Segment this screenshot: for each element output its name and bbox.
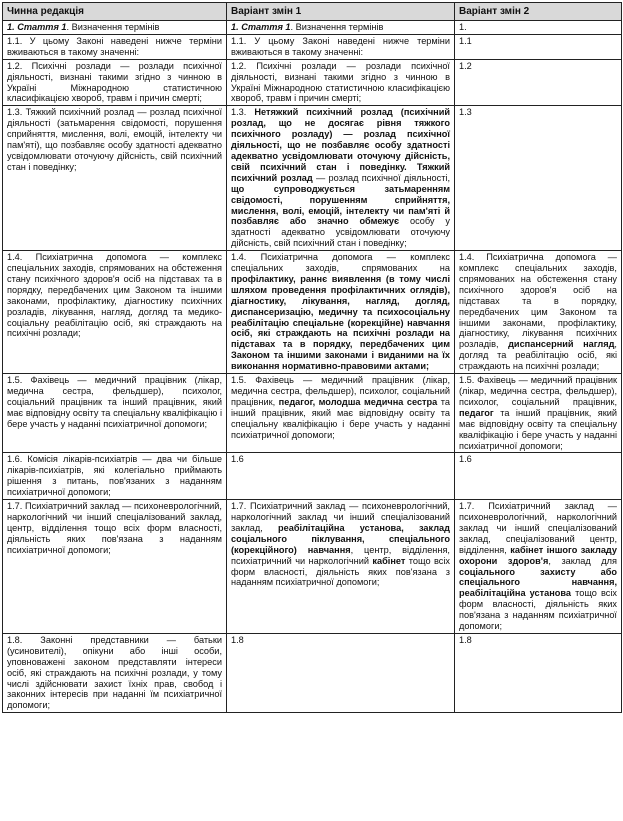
- cell-text: 1.5. Фахівець — медичний працівник (лікар, медична сестра, фельдшер), психолог, соціальний працівник,: [459, 375, 617, 407]
- cell-text: кабінет іншого закладу охорони здоров'я: [459, 544, 617, 566]
- cell-text: педагог: [459, 407, 494, 418]
- cell-variant-1: [227, 34, 455, 59]
- cell-text: 1.6: [231, 454, 244, 465]
- cell-text: — розлад психічної діяльності,: [312, 172, 451, 183]
- cell-text: 1.3: [459, 107, 472, 118]
- header-row: [3, 3, 622, 21]
- cell-current: [3, 34, 227, 59]
- cell-variant-2: [455, 633, 622, 712]
- table-row: [3, 251, 622, 374]
- cell-text: 1.1: [459, 35, 472, 46]
- cell-text: 1.4. Психіатрична допомога — комплекс спеціальних заходів, спрямованих на обстеження стану психічного здоров'я осіб на підставах та в порядку, передбачених цим Законом та іншими законами, профілактику, діагностику, лікування психічних розладів,: [459, 252, 617, 350]
- cell-text: тощо всіх форм власності, діяльність яких пов'язана з наданням психіатричної допомоги;: [459, 588, 617, 632]
- table-row: [3, 21, 622, 35]
- cell-text: диспансерний нагляд: [508, 339, 615, 350]
- cell-text: 1.2. Психічні розлади — розлади психічної діяльності, визнані такими згідно з чинною в Україні Міжнародною статистичною класифікацією хвороб, травм і причин смерті;: [231, 60, 450, 104]
- cell-current: [3, 374, 227, 453]
- cell-variant-1: [227, 21, 455, 35]
- cell-text: та інший працівник, який має відповідну освіту та спеціальну кваліфікацію і бере участь у наданні психіатричної допомоги;: [231, 396, 450, 440]
- cell-variant-1: [227, 500, 455, 634]
- cell-text: 1.8. Законні представники — батьки (усиновителі), опікуни або інші особи, уповноважені законом представляти інтереси осіб, які страждають на психічні розлади, у тому числі здійснювати захист їхніх прав, свобод і законних інтересів при наданні їм психіатричної допомоги;: [7, 634, 222, 711]
- cell-text: Нетяжкий психічний розлад (психічний розлад, що не досягає рівня тяжкого психічного розладу) — розлад психічної діяльності, що не позбавляє особу здатності адекватно усвідомлювати оточуючу дійсність, свій психічний стан і поведінку. Тяжкий психічний розлад: [231, 107, 450, 183]
- cell-current: [3, 251, 227, 374]
- table-row: [3, 106, 622, 251]
- cell-text: соціального захисту або спеціального навчання, реабілітаційна установа: [459, 566, 617, 599]
- cell-variant-1: [227, 374, 455, 453]
- table-row: [3, 500, 622, 634]
- cell-variant-1: [227, 59, 455, 106]
- cell-variant-2: [455, 59, 622, 106]
- cell-text: , центр, відділення, психіатричний чи наркологічний: [231, 544, 450, 566]
- cell-variant-1: [227, 251, 455, 374]
- cell-text: 1. Стаття 1: [7, 22, 67, 32]
- cell-variant-2: [455, 374, 622, 453]
- cell-text: 1.4. Психіатрична допомога — комплекс спеціальних заходів, спрямованих на: [231, 252, 450, 274]
- cell-variant-2: [455, 21, 622, 35]
- cell-text: тощо всіх форм власності, діяльність яких пов'язана з наданням психіатричної допомоги;: [231, 555, 450, 588]
- cell-current: [3, 500, 227, 634]
- cell-current: [3, 21, 227, 35]
- cell-text: 1.: [459, 22, 467, 32]
- cell-text: , догляд та реабілітацію осіб, які страждають на психічні розлади;: [459, 339, 617, 372]
- header-variant-2: Варіант змін 2: [455, 3, 622, 21]
- table-row: [3, 633, 622, 712]
- cell-current: [3, 106, 227, 251]
- cell-text: 1. Стаття 1: [231, 22, 291, 32]
- cell-text: 1.1. У цьому Законі наведені нижче терміни вживаються в такому значенні:: [7, 35, 222, 57]
- cell-text: 1.2: [459, 60, 472, 71]
- table-row: [3, 374, 622, 453]
- cell-variant-1: [227, 453, 455, 500]
- table-row: [3, 453, 622, 500]
- cell-text: 1.3. Тяжкий психічний розлад — розлад психічної діяльності (затьмарення свідомості, порушення сприйняття, мислення, волі, емоцій, інтелекту чи пам'яті), що позбавляє особу здатності адекватно усвідомлювати оточуючу дійсність, свій психічний стан і поведінку;: [7, 107, 222, 172]
- cell-current: [3, 633, 227, 712]
- cell-text: 1.6. Комісія лікарів-психіатрів — два чи більше лікарів-психіатрів, які колегіально приймають рішення з питань, пов'язаних з наданням психіатричної допомоги;: [7, 454, 222, 498]
- cell-text: кабінет: [372, 555, 406, 566]
- cell-text: особу у здатності адекватно усвідомлювати оточуючу дійсність, свій психічний стан і поведінку;: [231, 216, 450, 249]
- cell-text: 1.4. Психіатрична допомога — комплекс спеціальних заходів, спрямованих на обстеження стану психічного здоров'я осіб на підставах та в порядку, передбачених цим Законом та іншими законами, профілактику, діагностику психічних розладів, лікування, нагляд, догляд та медико-соціальну реабілітацію осіб, які страждають на психічні розлади;: [7, 252, 222, 339]
- cell-variant-2: [455, 251, 622, 374]
- cell-text: що супроводжується затьмаренням свідомості, порушенням сприйняття, мислення, волі, емоцій, інтелекту чи пам'яті й позбавляє або значно обмежує: [231, 183, 450, 227]
- cell-text: 1.2. Психічні розлади — розлади психічної діяльності, визнані такими згідно з чинною в Україні Міжнародною статистичною класифікацією хвороб, травм і причин смерті;: [7, 60, 222, 104]
- cell-text: педагог, молодша медична сестра: [278, 396, 438, 407]
- cell-text: реабілітаційна установа, заклад соціального піклування, спеціального (корекційного) навчання: [231, 522, 450, 555]
- cell-variant-2: [455, 34, 622, 59]
- cell-text: 1.5. Фахівець — медичний працівник (лікар, медична сестра, фельдшер), психолог, соціальний працівник та інший працівник, який має відповідну освіту та спеціальну кваліфікацію і бере участь у наданні психіатричної допомоги;: [7, 375, 222, 429]
- cell-variant-1: [227, 633, 455, 712]
- cell-variant-2: [455, 106, 622, 251]
- comparison-table: [2, 2, 622, 713]
- cell-text: 1.5. Фахівець — медичний працівник (лікар, медична сестра, фельдшер), психолог, соціальний працівник,: [231, 375, 450, 407]
- header-current: Чинна редакція: [3, 3, 227, 21]
- cell-text: та інший працівник, який має відповідну освіту та спеціальну кваліфікацію і бере участь у наданні психіатричної допомоги;: [459, 407, 617, 451]
- cell-text: 1.7. Психіатричний заклад — психоневрологічний, наркологічний заклад чи інший спеціалізований заклад,: [231, 501, 450, 533]
- cell-text: 1.7. Психіатричний заклад — психоневрологічний, наркологічний чи інший спеціалізований заклад, центр, відділення тощо всіх форм власності, діяльність яких пов'язана з наданням психіатричної допомоги;: [7, 501, 222, 555]
- cell-text: 1.3.: [231, 107, 255, 118]
- cell-text: , заклад для: [548, 555, 617, 566]
- table-row: [3, 34, 622, 59]
- table-row: [3, 59, 622, 106]
- cell-text: . Визначення термінів: [290, 22, 384, 32]
- cell-text: 1.8: [231, 634, 244, 645]
- cell-text: . Визначення термінів: [66, 22, 160, 32]
- cell-text: профілактику, раннє виявлення (в тому числі шляхом проведення профілактичних оглядів), діагностику, лікування, нагляд, догляд, диспансеризацію, медичну та психосоціальну реабілітацію спеціальне (корекційне) навчання осіб, які страждають на психічні розлади на підставах та в порядку, передбачених цим Законом та іншими законами і виданими на їх виконання нормативно-правовими актами;: [231, 273, 450, 372]
- table-body: [3, 21, 622, 713]
- header-variant-1: Варіант змін 1: [227, 3, 455, 21]
- cell-variant-2: [455, 453, 622, 500]
- cell-text: 1.7. Психіатричний заклад — психоневрологічний, наркологічний заклад чи інший спеціалізований заклад, спеціалізований центр, відділення,: [459, 501, 617, 555]
- cell-current: [3, 453, 227, 500]
- cell-current: [3, 59, 227, 106]
- cell-variant-1: [227, 106, 455, 251]
- cell-text: 1.6: [459, 454, 472, 465]
- cell-text: 1.1. У цьому Законі наведені нижче терміни вживаються в такому значенні:: [231, 35, 450, 57]
- cell-variant-2: [455, 500, 622, 634]
- cell-text: 1.8: [459, 634, 472, 645]
